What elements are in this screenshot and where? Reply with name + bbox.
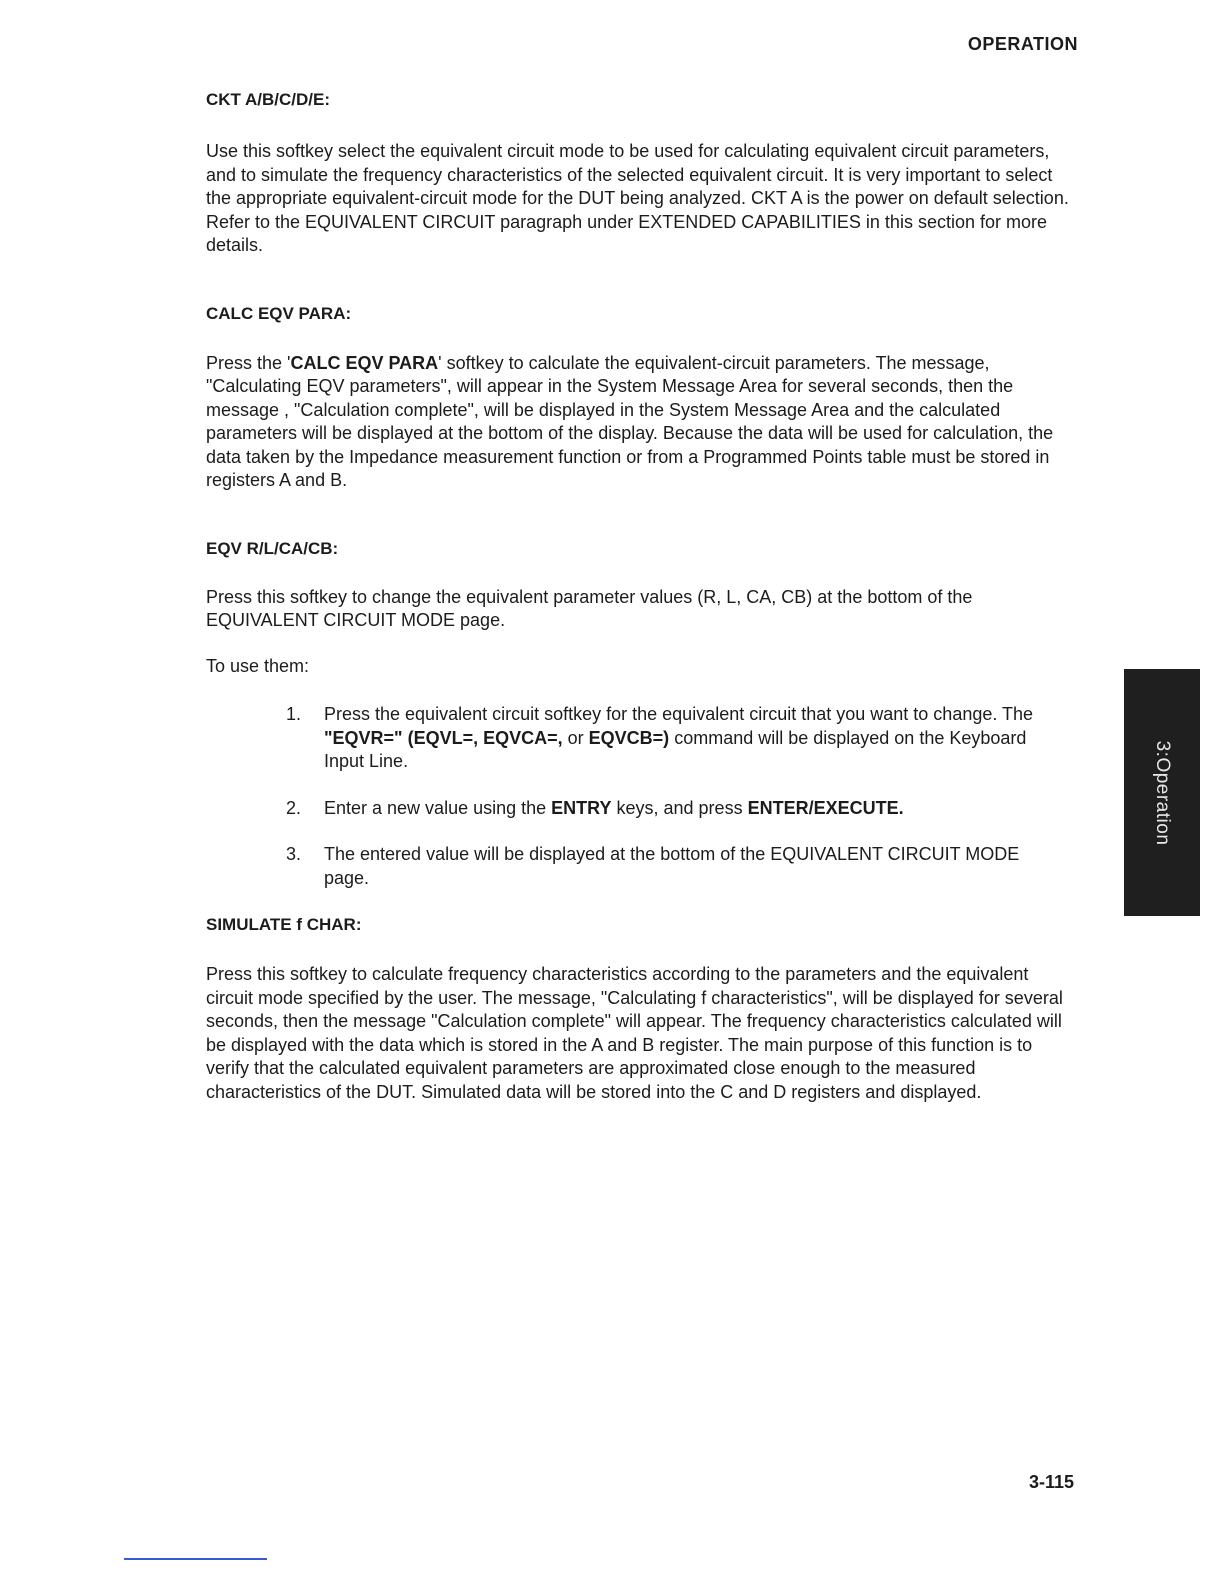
page-number: 3-115 xyxy=(1028,1472,1074,1492)
step-text-part: Enter a new value using the xyxy=(324,797,552,818)
section-body-ckt: Use this softkey select the equivalent circuit mode to be used for calculating equivalent circuit parameters, and to simulate the frequency characteristics of the selected equivalent circuit. It is very important to select the appropriate equivalent-circuit mode for the DUT being analyzed. CKT A is the power on default selection. Refer to the EQUIVALENT CIRCUIT paragraph under EXTENDED CAPABILITIES in this section for more details. xyxy=(206,141,1069,255)
list-item xyxy=(286,797,1056,821)
running-header: OPERATION xyxy=(967,34,1078,54)
calc-body-prefix: Press the ' xyxy=(206,352,291,373)
step-number: 3. xyxy=(286,844,302,864)
section-body-calc-eqv xyxy=(206,352,1072,493)
step-text-part: The entered value will be displayed at the bottom of the EQUIVALENT CIRCUIT MODE page. xyxy=(324,844,1020,888)
step-text-bold: ENTER/EXECUTE. xyxy=(747,797,904,818)
section-heading-eqv-rl: EQV R/L/CA/CB: xyxy=(206,538,339,558)
section-heading-calc-eqv: CALC EQV PARA: xyxy=(206,303,352,323)
section-intro-eqv-rl: To use them: xyxy=(206,655,310,676)
chapter-tab-label: 3:Operation xyxy=(1152,740,1173,845)
page-body xyxy=(206,88,1072,1104)
section-heading-simulate: SIMULATE f CHAR: xyxy=(206,915,362,934)
step-text xyxy=(324,797,1056,821)
step-text-part: keys, and press xyxy=(611,797,748,818)
step-text xyxy=(324,843,1056,890)
step-text-part: or xyxy=(562,727,589,748)
calc-body-bold: CALC EQV PARA xyxy=(290,352,439,373)
step-text-bold: EQVCB=) xyxy=(588,727,670,748)
scan-edge-divider xyxy=(124,1558,267,1560)
step-text-bold: "EQVR=" (EQVL=, EQVCA=, xyxy=(324,727,563,748)
section-body-simulate: Press this softkey to calculate frequency characteristics according to the parameters and the equivalent circuit mode specified by the user. The message, "Calculating f characteristics", will be displayed for several seconds, then the message "Calculation complete" will appear. The frequency characteristics calculated will be displayed with the data which is stored in the A and B register. The main purpose of this function is to verify that the calculated equivalent parameters are approximated close enough to the measured characteristics of the DUT. Simulated data will be stored into the C and D registers and displayed. xyxy=(206,964,1063,1102)
step-text xyxy=(324,703,1056,774)
step-number: 2. xyxy=(286,797,302,818)
calc-body-suffix: ' softkey to calculate the equivalent-circuit parameters. The message, "Calculating EQV parameters", will appear in the System Message Area for several seconds, then the message , "Calculation complete", will be displayed in the System Message Area and the calculated parameters will be displayed at the bottom of the display. Because the data will be used for calculation, the data taken by the Impedance measurement function or from a Programmed Points table must be stored in registers A and B. xyxy=(206,352,1054,490)
list-item xyxy=(286,843,1056,890)
section-body-eqv-rl: Press this softkey to change the equivalent parameter values (R, L, CA, CB) at the bottom of the EQUIVALENT CIRCUIT MODE page. xyxy=(206,586,973,630)
step-text-bold: ENTRY xyxy=(551,797,612,818)
step-text-part: command will be displayed on the Keyboard Input Line. xyxy=(324,727,1027,771)
list-item xyxy=(286,703,1056,774)
chapter-tab xyxy=(1124,669,1200,916)
step-text-part: Press the equivalent circuit softkey for the equivalent circuit that you want to change. The xyxy=(324,704,1034,724)
section-heading-ckt: CKT A/B/C/D/E: xyxy=(206,90,331,109)
step-number: 1. xyxy=(286,704,302,724)
steps-list xyxy=(286,703,1056,890)
